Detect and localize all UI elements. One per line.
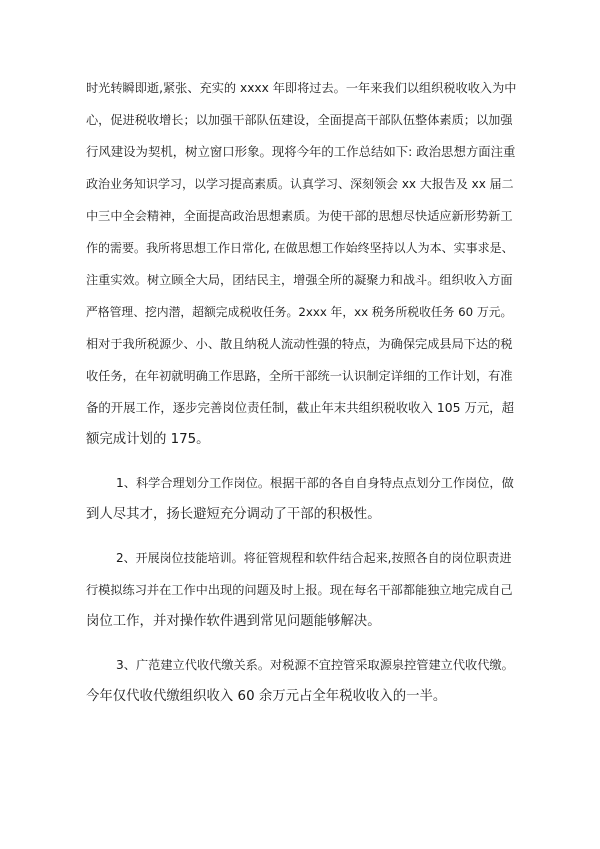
text-line: 时光转瞬即逝,紧张、充实的 xxxx 年即将过去。一年来我们以组织税收收入为中 (86, 81, 516, 95)
text-line: 行风建设为契机，树立窗口形象。现将今年的工作总结如下: 政治思想方面注重 (86, 144, 516, 159)
text-line: 注重实效。树立顾全大局，团结民主，增强全所的凝聚力和战斗。组织收入方面 (86, 273, 513, 287)
text-line: 严格管理、挖内潜，超额完成税收任务。2xxx 年，xx 税务所税收任务 60 万元。 (86, 305, 513, 319)
text-line: 相对于我所税源少、小、散且纳税人流动性强的特点，为确保完成县局下达的税 (86, 337, 513, 351)
text-line: 今年仅代收代缴组织收入 60 余万元占全年税收收入的一半。 (86, 689, 447, 704)
text-line: 岗位工作，并对操作软件遇到常见问题能够解决。 (86, 614, 381, 629)
text-line: 收任务，在年初就明确工作思路，全所干部统一认识制定详细的工作计划，有准 (86, 369, 513, 383)
text-line: 额完成计划的 175。 (86, 432, 210, 447)
text-line: 心，促进税收增长；以加强干部队伍建设，全面提高干部队伍整体素质；以加强 (86, 113, 513, 127)
text-line: 3、广范建立代收代缴关系。对税源不宜控管采取源泉控管建立代收代缴。 (116, 658, 514, 672)
text-line: 政治业务知识学习，以学习提高素质。认真学习、深刻领会 xx 大报告及 xx 届二 (86, 177, 514, 191)
text-line: 2、开展岗位技能培训。将征管规程和软件结合起来,按照各自的岗位职责进 (116, 551, 512, 565)
text-line: 作的需要。我所将思想工作日常化, 在做思想工作始终坚持以人为本、实事求是、 (86, 241, 514, 255)
text-line: 1、科学合理划分工作岗位。根据干部的各自自身特点点划分工作岗位，做 (116, 476, 514, 490)
text-line: 行模拟练习并在工作中出现的问题及时上报。现在每名干部都能独立地完成自己 (86, 583, 513, 597)
text-line: 到人尽其才，扬长避短充分调动了干部的积极性。 (86, 507, 381, 522)
text-line: 备的开展工作，逐步完善岗位责任制，截止年末共组织税收收入 105 万元，超 (86, 400, 515, 415)
text-line: 中三中全会精神，全面提高政治思想素质。为使干部的思想尽快适应新形势新工 (86, 209, 513, 223)
